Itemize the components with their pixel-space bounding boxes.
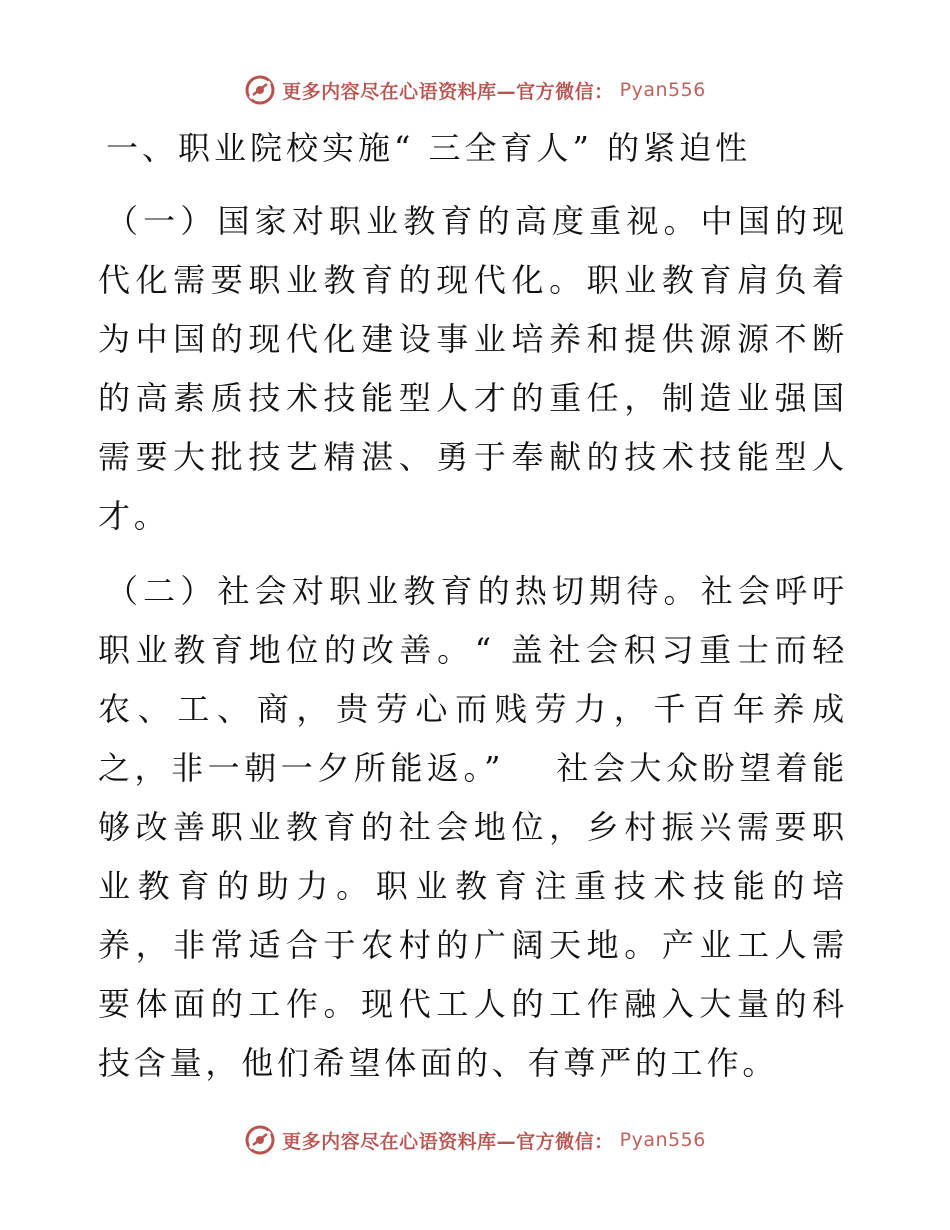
watermark-text: 更多内容尽在心语资料库—官方微信： [282,1130,614,1153]
watermark-wechat-id: Pyan556 [619,1129,706,1151]
footer-watermark [0,1122,950,1158]
header-watermark [0,72,950,108]
paragraph-1: （一）国家对职业教育的高度重视。中国的现代化需要职业教育的现代化。职业教育肩负着为中国的现代化建设事业培养和提供源源不断的高素质技术技能型人才的重任，制造业强国需要大批技艺精湛、勇于奉献的技术技能型人才。 [98,202,848,535]
seal-logo-icon [244,74,276,106]
section-heading: 一、职业院校实施“ 三全育人” 的紧迫性 [106,129,752,167]
watermark-text: 更多内容尽在心语资料库—官方微信： [282,80,614,103]
document-body [98,124,848,1109]
watermark-wechat-id: Pyan556 [619,79,706,101]
paragraph-2: （二）社会对职业教育的热切期待。社会呼吁职业教育地位的改善。“ 盖社会积习重士而轻农、工、商，贵劳心而贱劳力，千百年养成之，非一朝一夕所能返。” 社会大众盼望着能够改善职业教育的社会地位，乡村振兴需要职业教育的助力。职业教育注重技术技能的培养，非常适合于农村的广阔天地。产业工人需要体面的工作。现代工人的工作融入大量的科技含量，他们希望体面的、有尊严的工作。 [98,572,848,1082]
seal-logo-icon [244,1124,276,1156]
